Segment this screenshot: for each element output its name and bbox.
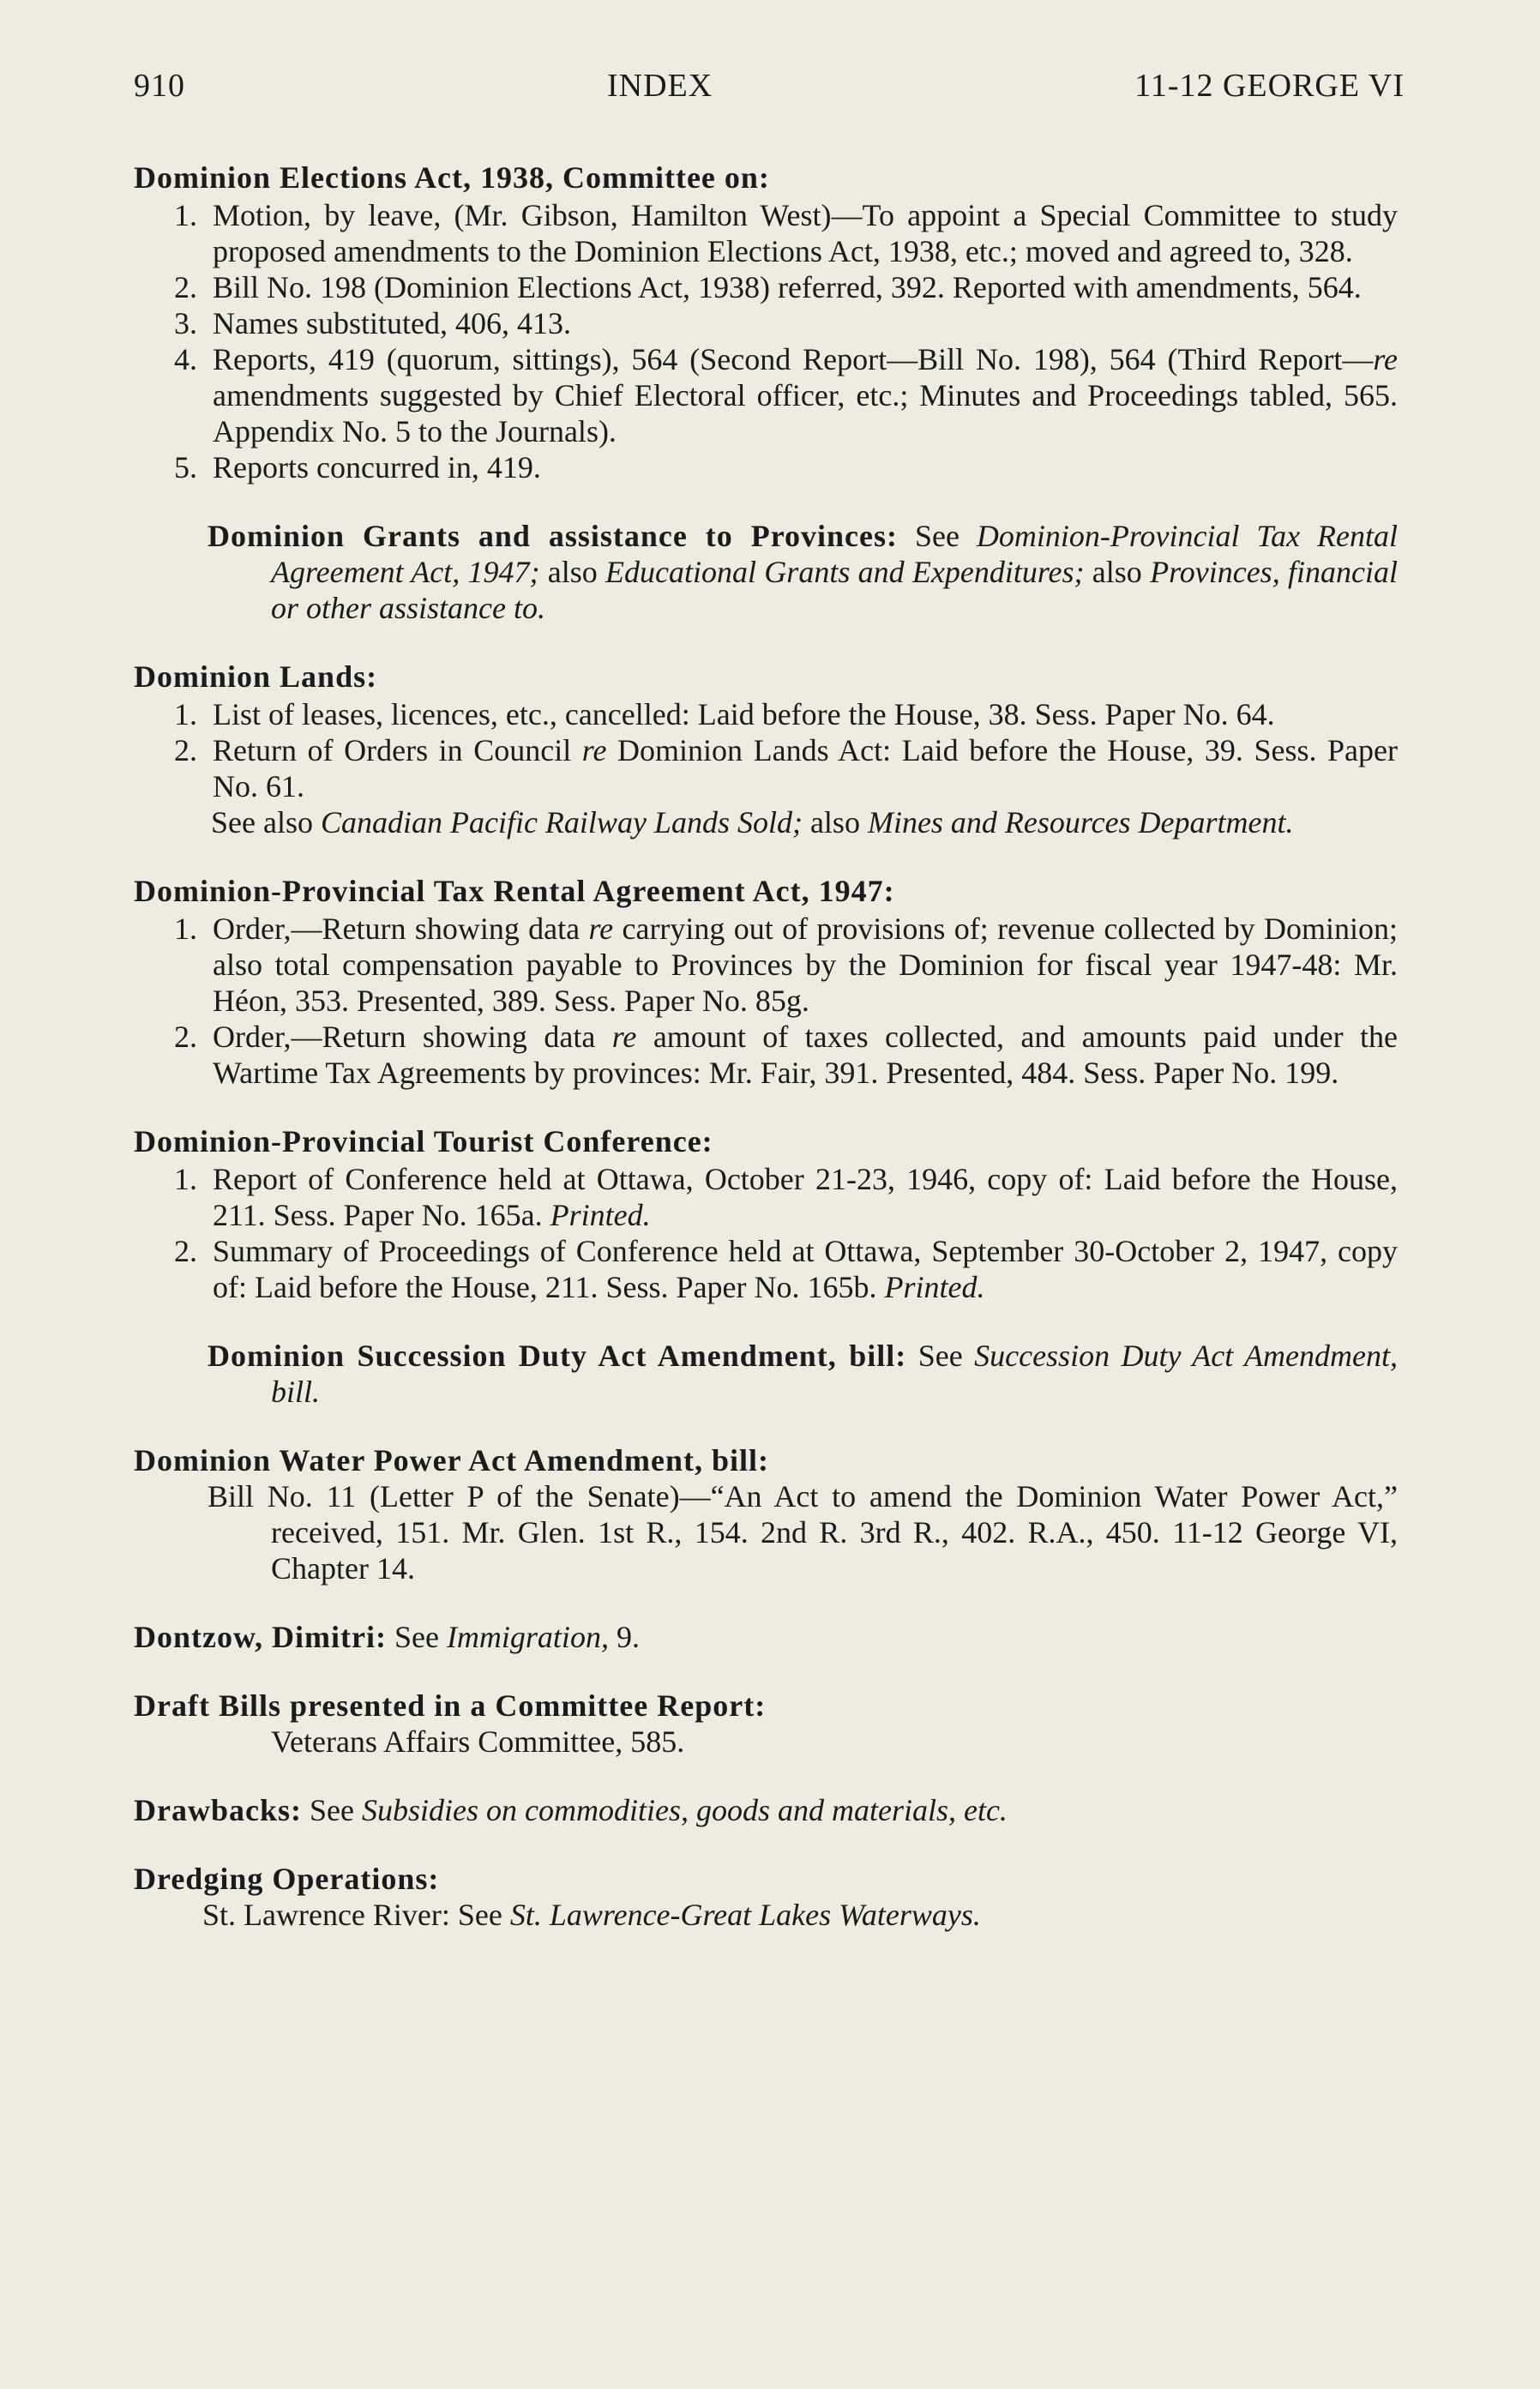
page-header bbox=[134, 67, 1405, 105]
index-entry bbox=[134, 1338, 1398, 1410]
entry-text: Dontzow, Dimitri: See Immigration, 9. bbox=[134, 1620, 640, 1654]
cross-reference: Canadian Pacific Railway Lands Sold; bbox=[320, 805, 803, 839]
cross-reference: Subsidies on commodities, goods and materials, etc. bbox=[361, 1793, 1008, 1827]
entry-title: Dredging Operations: bbox=[134, 1862, 440, 1896]
cross-reference: St. Lawrence-Great Lakes Waterways. bbox=[509, 1898, 981, 1932]
entry-title: Dominion Water Power Act Amendment, bill: bbox=[134, 1443, 769, 1477]
running-title: INDEX bbox=[607, 68, 713, 104]
running-volume: 11-12 GEORGE VI bbox=[1134, 68, 1405, 104]
list-item: 5. Reports concurred in, 419. bbox=[174, 450, 541, 484]
index-entry bbox=[134, 1442, 1398, 1586]
cross-reference: Mines and Resources Department. bbox=[867, 805, 1294, 839]
list-item: 1. Report of Conference held at Ottawa, October 21-23, 1946, copy of: Laid before the House, 211. Sess. Paper No. 165a. Printed. bbox=[174, 1162, 1398, 1232]
entry-body: Veterans Affairs Committee, 585. bbox=[271, 1724, 685, 1759]
list-item: 2. Order,—Return showing data re amount of taxes collected, and amounts paid under the Wartime Tax Agreements by provinces: Mr. Fair, 391. Presented, 484. Sess. Paper No. 199. bbox=[174, 1020, 1398, 1090]
list-item: 3. Names substituted, 406, 413. bbox=[174, 306, 571, 340]
cross-reference: Succession Duty Act Amendment, bill. bbox=[271, 1339, 1398, 1409]
entry-title: Dominion Lands: bbox=[134, 659, 378, 694]
see-also: See also Canadian Pacific Railway Lands Sold; also Mines and Resources Department. bbox=[211, 805, 1294, 839]
index-entry bbox=[134, 873, 1398, 1091]
index-entry bbox=[134, 518, 1398, 626]
index-entry bbox=[134, 1792, 1398, 1828]
cross-reference: Educational Grants and Expenditures; bbox=[605, 555, 1085, 589]
index-entry bbox=[134, 659, 1398, 840]
entry-body: St. Lawrence River: See St. Lawrence-Great Lakes Waterways. bbox=[202, 1898, 981, 1932]
index-entry bbox=[134, 1123, 1398, 1305]
list-item: 4. Reports, 419 (quorum, sittings), 564 (Second Report—Bill No. 198), 564 (Third Report—re amendments suggested by Chief Electoral officer, etc.; Minutes and Proceedings tabled, 565. Appendix No. 5 to the Journals). bbox=[174, 342, 1398, 448]
entry-text: Dominion Succession Duty Act Amendment, bill: See Succession Duty Act Amendment, bill. bbox=[208, 1339, 1398, 1409]
list-item: 1. List of leases, licences, etc., cancelled: Laid before the House, 38. Sess. Paper No. 64. bbox=[174, 697, 1275, 731]
entry-title: Dominion Elections Act, 1938, Committee on: bbox=[134, 160, 770, 195]
index-entries bbox=[134, 159, 1398, 1965]
entry-title: Dominion-Provincial Tax Rental Agreement Act, 1947: bbox=[134, 874, 895, 908]
entry-text: Dominion Grants and assistance to Provinces: See Dominion-Provincial Tax Rental Agreement Act, 1947; also Educational Grants and Expenditures; also Provinces, financial or other assistance to. bbox=[208, 519, 1399, 625]
list-item: 2. Return of Orders in Council re Dominion Lands Act: Laid before the House, 39. Sess. Paper No. 61. bbox=[174, 733, 1398, 803]
index-entry bbox=[134, 159, 1398, 485]
index-entry bbox=[134, 1688, 1398, 1760]
list-item: 1. Order,—Return showing data re carrying out of provisions of; revenue collected by Dominion; also total compensation payable to Provinces by the Dominion for fiscal year 1947-48: Mr. Héon, 353. Presented, 389. Sess. Paper No. 85g. bbox=[174, 912, 1398, 1018]
entry-title: Dominion Grants and assistance to Provinces: bbox=[208, 519, 899, 553]
index-entry bbox=[134, 1861, 1398, 1933]
list-item: 2. Summary of Proceedings of Conference held at Ottawa, September 30-October 2, 1947, copy of: Laid before the House, 211. Sess. Paper No. 165b. Printed. bbox=[174, 1234, 1398, 1304]
list-item: 1. Motion, by leave, (Mr. Gibson, Hamilton West)—To appoint a Special Committee to study proposed amendments to the Dominion Elections Act, 1938, etc.; moved and agreed to, 328. bbox=[174, 198, 1398, 268]
cross-reference: Dominion-Provincial Tax Rental Agreement Act, 1947; bbox=[271, 519, 1399, 589]
entry-title: Dominion-Provincial Tourist Conference: bbox=[134, 1124, 713, 1158]
cross-reference: Provinces, financial or other assistance to. bbox=[271, 555, 1398, 625]
cross-reference: Immigration, bbox=[446, 1620, 609, 1654]
entry-title: Draft Bills presented in a Committee Report: bbox=[134, 1688, 767, 1723]
index-entry bbox=[134, 1619, 1398, 1655]
entry-title: Drawbacks: bbox=[134, 1793, 302, 1827]
entry-text: Drawbacks: See Subsidies on commodities, goods and materials, etc. bbox=[134, 1793, 1008, 1827]
page-number: 910 bbox=[134, 68, 185, 104]
entry-body: Bill No. 11 (Letter P of the Senate)—“An Act to amend the Dominion Water Power Act,” received, 151. Mr. Glen. 1st R., 154. 2nd R. 3rd R., 402. R.A., 450. 11-12 George VI, Chapter 14. bbox=[208, 1479, 1398, 1586]
list-item: 2. Bill No. 198 (Dominion Elections Act, 1938) referred, 392. Reported with amendments, 564. bbox=[174, 270, 1362, 304]
entry-title: Dominion Succession Duty Act Amendment, bill: bbox=[208, 1339, 907, 1373]
entry-title: Dontzow, Dimitri: bbox=[134, 1620, 387, 1654]
